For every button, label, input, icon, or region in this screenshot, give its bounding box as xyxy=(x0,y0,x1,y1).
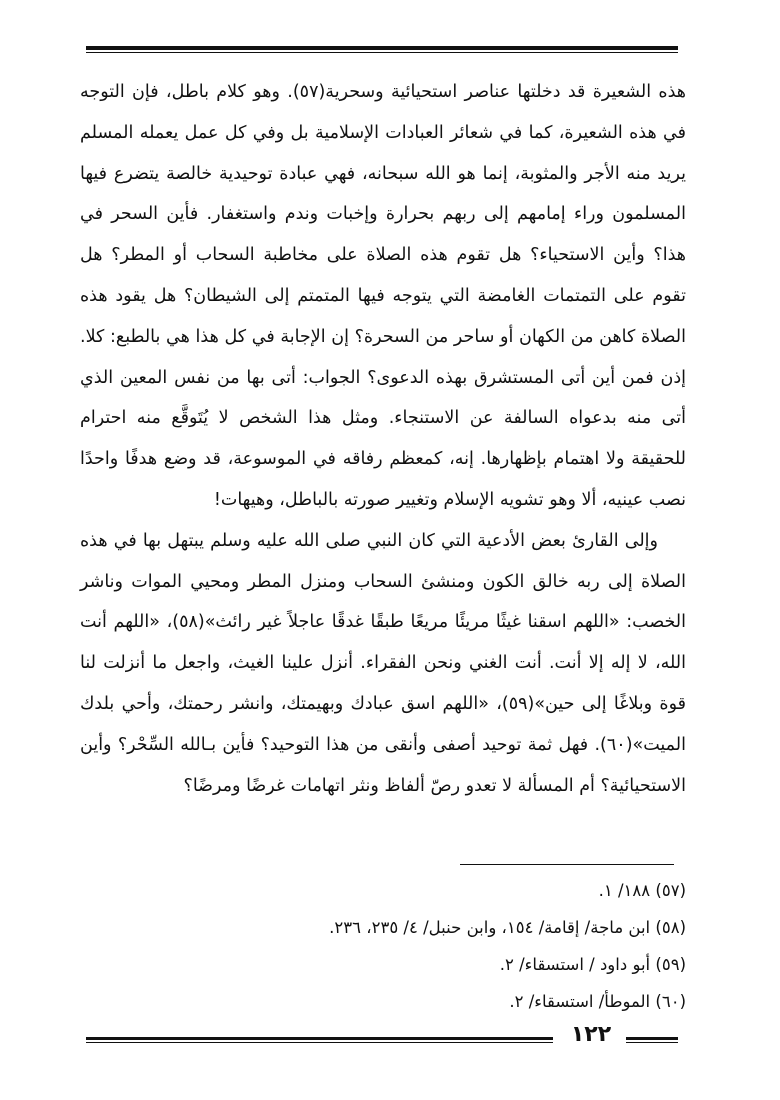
main-text xyxy=(80,72,686,806)
footnotes xyxy=(80,872,686,1020)
footer-rule-right xyxy=(626,1037,678,1040)
header-rule-thick xyxy=(86,46,678,50)
footnote-58: (٥٨) ابن ماجة/ إقامة/ ١٥٤، وابن حنبل/ ٤/ ٢٣٥، ٢٣٦. xyxy=(329,918,686,937)
paragraph-2: وإلى القارئ بعض الأدعية التي كان النبي صلى الله عليه وسلم يبتهل بها في هذه الصلاة إلى ربه خالق الكون ومنشئ السحاب ومنزل المطر ومحيي الموات وناشر الخصب: «اللهم اسقنا غيثًا مريئًا مريعًا طبقًا غدقًا عاجلاً غير رائث»(٥٨)، «اللهم أنت الله، لا إله إلا أنت. أنت الغني ونحن الفقراء. أنزل علينا الغيث، واجعل ما أنزلت لنا قوة وبلاغًا إلى حين»(٥٩)، «اللهم اسق عبادك وبهيمتك، وانشر رحمتك، وأحي بلدك الميت»(٦٠). فهل ثمة توحيد أصفى وأنقى من هذا التوحيد؟ فأين بـالله السِّحْر؟ وأين الاستحيائية؟ أم المسألة لا تعدو رصّ ألفاظ ونثر اتهامات غرضًا ومرضًا؟ xyxy=(80,530,686,796)
footnote-separator xyxy=(460,864,674,865)
footnote-57: (٥٧) ١٨٨/ ١. xyxy=(598,881,686,900)
footer-rule-left xyxy=(86,1037,553,1040)
page-number: ١٢٢ xyxy=(570,1022,612,1047)
page-footer xyxy=(86,1022,678,1048)
header-rule xyxy=(86,46,678,53)
footnote-59: (٥٩) أبو داود / استسقاء/ ٢. xyxy=(499,955,686,974)
footnote-60: (٦٠) الموطأ/ استسقاء/ ٢. xyxy=(509,992,686,1011)
header-rule-thin xyxy=(86,52,678,53)
paragraph-1: هذه الشعيرة قد دخلتها عناصر استحيائية وسحرية(٥٧). وهو كلام باطل، فإن التوجه في هذه الشعيرة، كما في شعائر العبادات الإسلامية بل وفي كل عمل يعمله المسلم يريد منه الأجر والمثوبة، إنما هو الله سبحانه، فهي عبادة توحيدية خالصة يتضرع فيها المسلمون وراء إمامهم إلى ربهم بحرارة وإخبات وندم واستغفار. فأين السحر في هذا؟ وأين الاستحياء؟ هل تقوم هذه الصلاة على مخاطبة السحاب أو المطر؟ هل تقوم على التمتمات الغامضة التي يتوجه فيها المتمتم إلى الشيطان؟ هل يقود هذه الصلاة كاهن من الكهان أو ساحر من السحرة؟ إن الإجابة في كل هذا هي بالطبع: كلا. إذن فمن أين أتى المستشرق بهذه الدعوى؟ الجواب: أتى بها من نفس المعين الذي أتى منه بدعواه السالفة عن الاستنجاء. ومثل هذا الشخص لا يُتَوقَّع منه احترام للحقيقة ولا اهتمام بإظهارها. إنه، كمعظم رفاقه في الموسوعة، قد وضع هدفًا واحدًا نصب عينيه، ألا وهو تشويه الإسلام وتغيير صورته بالباطل، وهيهات! xyxy=(80,82,686,510)
